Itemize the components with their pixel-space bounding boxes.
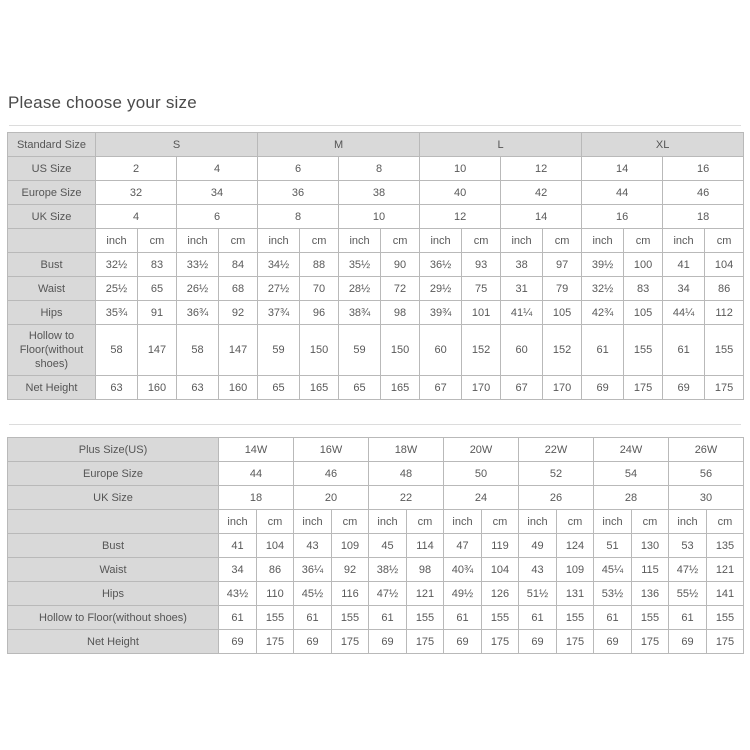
unit-cell: cm — [300, 229, 339, 253]
data-cell: 90 — [381, 253, 420, 277]
data-cell: 26W — [669, 438, 744, 462]
data-cell: 20 — [294, 486, 369, 510]
data-cell: 170 — [543, 376, 582, 400]
data-cell: 116 — [332, 582, 369, 606]
data-cell: 147 — [138, 325, 177, 376]
unit-cell: inch — [96, 229, 138, 253]
data-cell: 155 — [557, 606, 594, 630]
label-cell: UK Size — [8, 486, 219, 510]
data-cell: 39¾ — [420, 301, 462, 325]
data-cell: 67 — [501, 376, 543, 400]
data-cell: 18 — [219, 486, 294, 510]
data-cell: 69 — [582, 376, 624, 400]
data-cell: 175 — [407, 630, 444, 654]
unit-cell: inch — [669, 510, 707, 534]
data-cell: 150 — [381, 325, 420, 376]
data-cell: 101 — [462, 301, 501, 325]
data-cell: 36¼ — [294, 558, 332, 582]
label-cell: US Size — [8, 157, 96, 181]
label-cell: Plus Size(US) — [8, 438, 219, 462]
data-cell: 175 — [557, 630, 594, 654]
label-cell: Hollow to Floor(without shoes) — [8, 606, 219, 630]
data-cell: 60 — [420, 325, 462, 376]
data-cell: 26 — [519, 486, 594, 510]
data-cell: 41¼ — [501, 301, 543, 325]
table-row — [8, 582, 744, 606]
unit-cell: cm — [381, 229, 420, 253]
data-cell: 61 — [369, 606, 407, 630]
data-cell: 121 — [407, 582, 444, 606]
unit-cell: cm — [332, 510, 369, 534]
data-cell: 147 — [219, 325, 258, 376]
data-cell: 54 — [594, 462, 669, 486]
label-cell: Net Height — [8, 630, 219, 654]
data-cell: 79 — [543, 277, 582, 301]
data-cell: 100 — [624, 253, 663, 277]
data-cell: 150 — [300, 325, 339, 376]
data-cell: 44 — [582, 181, 663, 205]
data-cell: 8 — [339, 157, 420, 181]
divider — [9, 125, 741, 126]
label-cell: UK Size — [8, 205, 96, 229]
data-cell: 27½ — [258, 277, 300, 301]
table-row — [8, 510, 744, 534]
table-row — [8, 277, 744, 301]
data-cell: 34½ — [258, 253, 300, 277]
data-cell: 155 — [257, 606, 294, 630]
head-cell: L — [420, 133, 582, 157]
data-cell: 130 — [632, 534, 669, 558]
data-cell: 32 — [96, 181, 177, 205]
data-cell: 69 — [594, 630, 632, 654]
data-cell: 92 — [219, 301, 258, 325]
data-cell: 69 — [369, 630, 407, 654]
data-cell: 69 — [669, 630, 707, 654]
data-cell: 34 — [177, 181, 258, 205]
table-row — [8, 157, 744, 181]
data-cell: 42¾ — [582, 301, 624, 325]
data-cell: 170 — [462, 376, 501, 400]
data-cell: 165 — [300, 376, 339, 400]
data-cell: 58 — [96, 325, 138, 376]
data-cell: 47 — [444, 534, 482, 558]
data-cell: 61 — [663, 325, 705, 376]
data-cell: 155 — [632, 606, 669, 630]
data-cell: 110 — [257, 582, 294, 606]
data-cell: 10 — [420, 157, 501, 181]
data-cell: 41 — [219, 534, 257, 558]
data-cell: 8 — [258, 205, 339, 229]
data-cell: 131 — [557, 582, 594, 606]
data-cell: 58 — [177, 325, 219, 376]
label-cell: Standard Size — [8, 133, 96, 157]
data-cell: 28½ — [339, 277, 381, 301]
data-cell: 40 — [420, 181, 501, 205]
data-cell: 12 — [420, 205, 501, 229]
data-cell: 175 — [632, 630, 669, 654]
divider — [9, 424, 741, 425]
data-cell: 36 — [258, 181, 339, 205]
unit-cell: inch — [219, 510, 257, 534]
data-cell: 175 — [482, 630, 519, 654]
data-cell: 83 — [624, 277, 663, 301]
data-cell: 61 — [444, 606, 482, 630]
data-cell: 115 — [632, 558, 669, 582]
unit-cell: inch — [444, 510, 482, 534]
unit-cell: inch — [339, 229, 381, 253]
data-cell: 10 — [339, 205, 420, 229]
table-row — [8, 462, 744, 486]
data-cell: 126 — [482, 582, 519, 606]
data-cell: 69 — [294, 630, 332, 654]
data-cell: 175 — [624, 376, 663, 400]
data-cell: 67 — [420, 376, 462, 400]
data-cell: 12 — [501, 157, 582, 181]
label-cell: Net Height — [8, 376, 96, 400]
data-cell: 28 — [594, 486, 669, 510]
data-cell: 16W — [294, 438, 369, 462]
data-cell: 46 — [294, 462, 369, 486]
data-cell: 93 — [462, 253, 501, 277]
data-cell: 61 — [582, 325, 624, 376]
data-cell: 160 — [219, 376, 258, 400]
data-cell: 72 — [381, 277, 420, 301]
data-cell: 69 — [519, 630, 557, 654]
data-cell: 16 — [582, 205, 663, 229]
unit-cell: cm — [705, 229, 744, 253]
table-row — [8, 301, 744, 325]
data-cell: 43½ — [219, 582, 257, 606]
label-cell: Waist — [8, 277, 96, 301]
data-cell: 38½ — [369, 558, 407, 582]
unit-cell: inch — [369, 510, 407, 534]
data-cell: 83 — [138, 253, 177, 277]
data-cell: 104 — [705, 253, 744, 277]
table-row — [8, 205, 744, 229]
data-cell: 24 — [444, 486, 519, 510]
data-cell: 68 — [219, 277, 258, 301]
data-cell: 47½ — [669, 558, 707, 582]
data-cell: 29½ — [420, 277, 462, 301]
table-row — [8, 534, 744, 558]
data-cell: 14W — [219, 438, 294, 462]
unit-cell: inch — [258, 229, 300, 253]
data-cell: 84 — [219, 253, 258, 277]
table-row — [8, 181, 744, 205]
data-cell: 61 — [219, 606, 257, 630]
data-cell: 109 — [332, 534, 369, 558]
data-cell: 4 — [96, 205, 177, 229]
data-cell: 38 — [501, 253, 543, 277]
data-cell: 35½ — [339, 253, 381, 277]
unit-cell: cm — [462, 229, 501, 253]
label-cell: Hollow to Floor(without shoes) — [8, 325, 96, 376]
data-cell: 45¼ — [594, 558, 632, 582]
data-cell: 49 — [519, 534, 557, 558]
data-cell: 124 — [557, 534, 594, 558]
unit-cell: cm — [482, 510, 519, 534]
data-cell: 69 — [444, 630, 482, 654]
data-cell: 25½ — [96, 277, 138, 301]
data-cell: 38 — [339, 181, 420, 205]
unit-cell: inch — [294, 510, 332, 534]
data-cell: 121 — [707, 558, 744, 582]
data-cell: 22W — [519, 438, 594, 462]
data-cell: 47½ — [369, 582, 407, 606]
data-cell: 69 — [219, 630, 257, 654]
data-cell: 65 — [339, 376, 381, 400]
head-cell: XL — [582, 133, 744, 157]
data-cell: 6 — [177, 205, 258, 229]
unit-cell: inch — [594, 510, 632, 534]
table-row — [8, 253, 744, 277]
data-cell: 14 — [501, 205, 582, 229]
label-cell — [8, 510, 219, 534]
data-cell: 152 — [543, 325, 582, 376]
data-cell: 55½ — [669, 582, 707, 606]
data-cell: 36¾ — [177, 301, 219, 325]
table-row — [8, 438, 744, 462]
data-cell: 135 — [707, 534, 744, 558]
data-cell: 31 — [501, 277, 543, 301]
data-cell: 45½ — [294, 582, 332, 606]
data-cell: 175 — [257, 630, 294, 654]
unit-cell: cm — [632, 510, 669, 534]
data-cell: 30 — [669, 486, 744, 510]
data-cell: 22 — [369, 486, 444, 510]
data-cell: 34 — [663, 277, 705, 301]
table-row — [8, 558, 744, 582]
data-cell: 152 — [462, 325, 501, 376]
unit-cell: cm — [707, 510, 744, 534]
data-cell: 60 — [501, 325, 543, 376]
data-cell: 105 — [543, 301, 582, 325]
table-row — [8, 325, 744, 376]
data-cell: 50 — [444, 462, 519, 486]
data-cell: 53 — [669, 534, 707, 558]
label-cell: Hips — [8, 582, 219, 606]
label-cell: Europe Size — [8, 181, 96, 205]
data-cell: 56 — [669, 462, 744, 486]
unit-cell: inch — [519, 510, 557, 534]
data-cell: 61 — [294, 606, 332, 630]
unit-cell: cm — [543, 229, 582, 253]
data-cell: 175 — [705, 376, 744, 400]
standard-size-table — [7, 132, 744, 400]
data-cell: 51½ — [519, 582, 557, 606]
data-cell: 65 — [138, 277, 177, 301]
label-cell: Bust — [8, 253, 96, 277]
data-cell: 165 — [381, 376, 420, 400]
data-cell: 51 — [594, 534, 632, 558]
page-title: Please choose your size — [8, 93, 197, 112]
data-cell: 160 — [138, 376, 177, 400]
data-cell: 109 — [557, 558, 594, 582]
data-cell: 46 — [663, 181, 744, 205]
data-cell: 49½ — [444, 582, 482, 606]
data-cell: 63 — [177, 376, 219, 400]
data-cell: 63 — [96, 376, 138, 400]
unit-cell: inch — [663, 229, 705, 253]
data-cell: 155 — [482, 606, 519, 630]
table-row — [8, 133, 744, 157]
data-cell: 96 — [300, 301, 339, 325]
label-cell: Waist — [8, 558, 219, 582]
data-cell: 59 — [339, 325, 381, 376]
data-cell: 104 — [257, 534, 294, 558]
unit-cell: cm — [557, 510, 594, 534]
data-cell: 32½ — [582, 277, 624, 301]
unit-cell: cm — [624, 229, 663, 253]
data-cell: 98 — [407, 558, 444, 582]
data-cell: 35¾ — [96, 301, 138, 325]
data-cell: 59 — [258, 325, 300, 376]
data-cell: 155 — [705, 325, 744, 376]
data-cell: 61 — [519, 606, 557, 630]
table-row — [8, 486, 744, 510]
data-cell: 112 — [705, 301, 744, 325]
data-cell: 105 — [624, 301, 663, 325]
data-cell: 61 — [669, 606, 707, 630]
data-cell: 43 — [294, 534, 332, 558]
data-cell: 155 — [624, 325, 663, 376]
data-cell: 34 — [219, 558, 257, 582]
data-cell: 26½ — [177, 277, 219, 301]
unit-cell: cm — [219, 229, 258, 253]
data-cell: 6 — [258, 157, 339, 181]
head-cell: M — [258, 133, 420, 157]
head-cell: S — [96, 133, 258, 157]
data-cell: 136 — [632, 582, 669, 606]
data-cell: 45 — [369, 534, 407, 558]
table-row — [8, 229, 744, 253]
data-cell: 18 — [663, 205, 744, 229]
unit-cell: cm — [138, 229, 177, 253]
data-cell: 86 — [705, 277, 744, 301]
data-cell: 175 — [332, 630, 369, 654]
data-cell: 40¾ — [444, 558, 482, 582]
data-cell: 141 — [707, 582, 744, 606]
data-cell: 75 — [462, 277, 501, 301]
data-cell: 24W — [594, 438, 669, 462]
data-cell: 14 — [582, 157, 663, 181]
unit-cell: cm — [407, 510, 444, 534]
data-cell: 70 — [300, 277, 339, 301]
data-cell: 44¼ — [663, 301, 705, 325]
data-cell: 91 — [138, 301, 177, 325]
data-cell: 20W — [444, 438, 519, 462]
data-cell: 32½ — [96, 253, 138, 277]
table-row — [8, 376, 744, 400]
data-cell: 41 — [663, 253, 705, 277]
data-cell: 16 — [663, 157, 744, 181]
data-cell: 155 — [407, 606, 444, 630]
unit-cell: inch — [501, 229, 543, 253]
data-cell: 42 — [501, 181, 582, 205]
table-row — [8, 630, 744, 654]
data-cell: 37¾ — [258, 301, 300, 325]
data-cell: 53½ — [594, 582, 632, 606]
data-cell: 86 — [257, 558, 294, 582]
data-cell: 104 — [482, 558, 519, 582]
data-cell: 52 — [519, 462, 594, 486]
data-cell: 92 — [332, 558, 369, 582]
label-cell: Europe Size — [8, 462, 219, 486]
data-cell: 44 — [219, 462, 294, 486]
unit-cell: cm — [257, 510, 294, 534]
data-cell: 155 — [332, 606, 369, 630]
table-row — [8, 606, 744, 630]
plus-size-table — [7, 437, 744, 654]
label-cell: Hips — [8, 301, 96, 325]
data-cell: 155 — [707, 606, 744, 630]
data-cell: 88 — [300, 253, 339, 277]
data-cell: 69 — [663, 376, 705, 400]
data-cell: 36½ — [420, 253, 462, 277]
data-cell: 33½ — [177, 253, 219, 277]
data-cell: 39½ — [582, 253, 624, 277]
label-cell: Bust — [8, 534, 219, 558]
data-cell: 4 — [177, 157, 258, 181]
data-cell: 97 — [543, 253, 582, 277]
data-cell: 114 — [407, 534, 444, 558]
data-cell: 2 — [96, 157, 177, 181]
data-cell: 43 — [519, 558, 557, 582]
data-cell: 48 — [369, 462, 444, 486]
data-cell: 61 — [594, 606, 632, 630]
unit-cell: inch — [582, 229, 624, 253]
unit-cell: inch — [420, 229, 462, 253]
label-cell — [8, 229, 96, 253]
data-cell: 18W — [369, 438, 444, 462]
data-cell: 38¾ — [339, 301, 381, 325]
data-cell: 119 — [482, 534, 519, 558]
data-cell: 175 — [707, 630, 744, 654]
data-cell: 65 — [258, 376, 300, 400]
unit-cell: inch — [177, 229, 219, 253]
data-cell: 98 — [381, 301, 420, 325]
